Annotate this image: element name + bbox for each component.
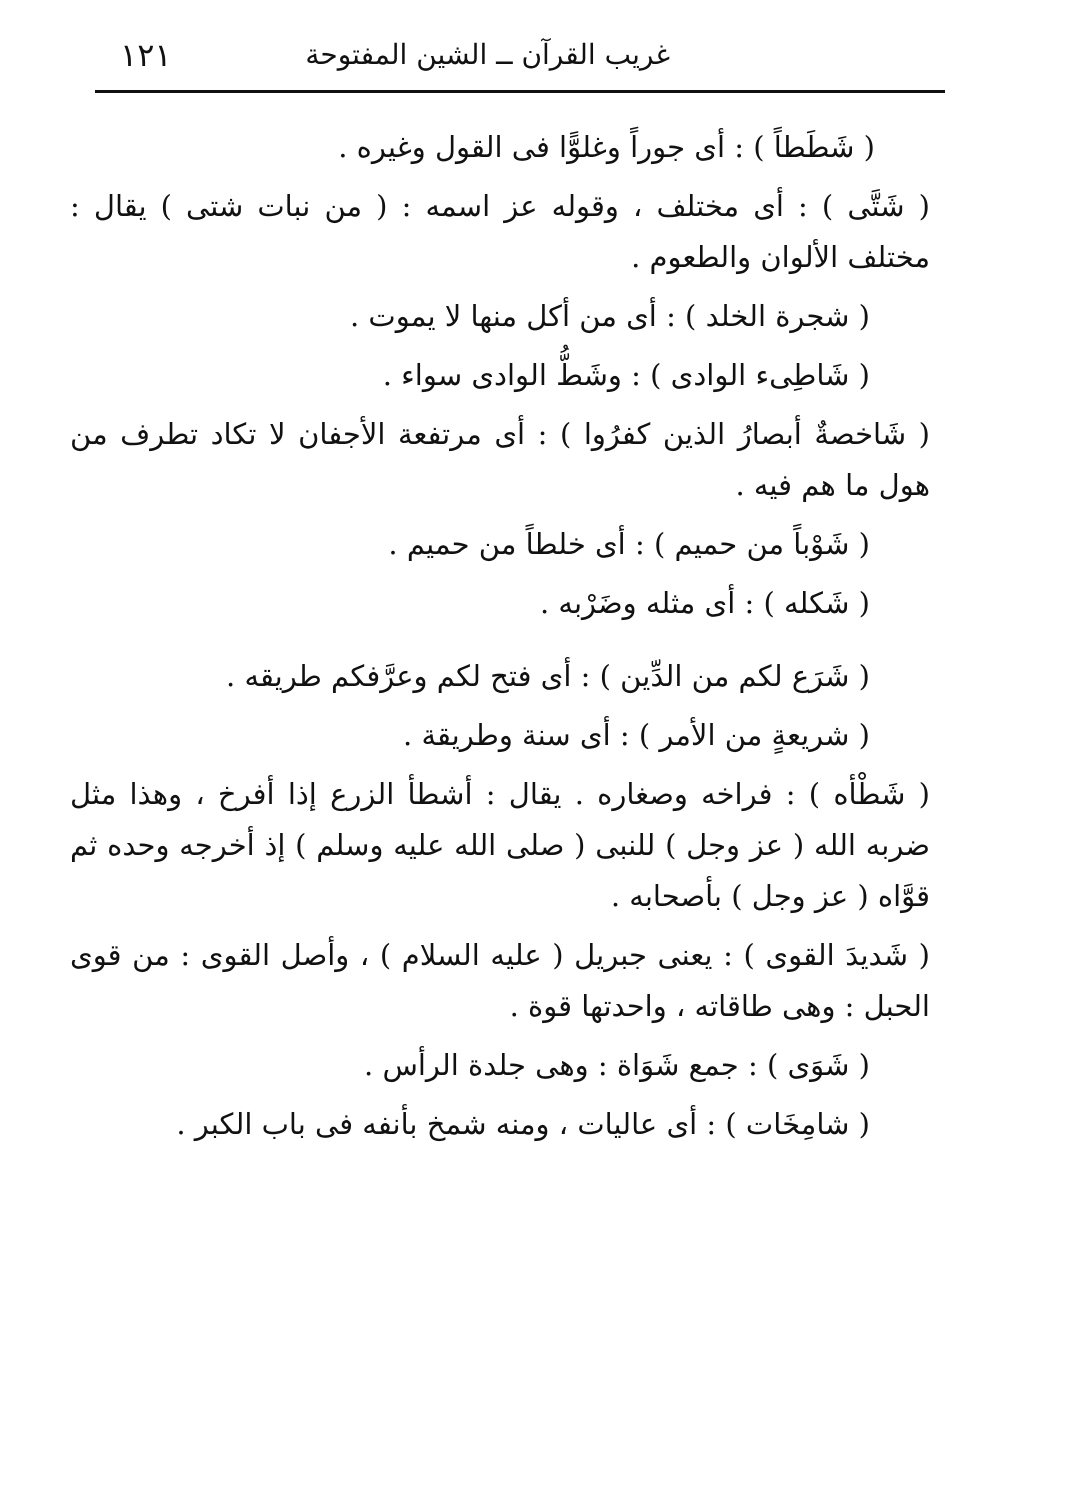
page-header — [95, 28, 945, 90]
glossary-entry: ( شَطَطاً ) : أى جوراً وغلوًّا فى القول وغيره . — [338, 130, 875, 164]
glossary-entry: ( شريعةٍ من الأمر ) : أى سنة وطريقة . — [403, 718, 870, 752]
glossary-entry: ( شَكله ) : أى مثله وضَرْبه . — [539, 586, 870, 620]
glossary-entry: ( شَوَى ) : جمع شَوَاة : وهى جلدة الرأس . — [364, 1048, 870, 1082]
glossary-entry: ( شَديدَ القوى ) : يعنى جبريل ( عليه السلام ) ، وأصل القوى : من قوى الحبل : وهى طاقاته ، واحدتها قوة . — [70, 938, 930, 1023]
page-number: ١٢١ — [120, 36, 172, 74]
glossary-body — [70, 122, 930, 1158]
glossary-entry: ( شامِخَات ) : أى عاليات ، ومنه شمخ بأنفه فى باب الكبر . — [176, 1107, 870, 1141]
glossary-entry: ( شَطْأه ) : فراخه وصغاره . يقال : أشطأ الزرع إذا أفرخ ، وهذا مثل ضربه الله ( عز وجل ) للنبى ( صلى الله عليه وسلم ) إذ أخرجه وحده ثم قوَّاه ( عز وجل ) بأصحابه . — [70, 777, 930, 913]
glossary-entry: ( شَاطِىء الوادى ) : وشَطُّ الوادى سواء . — [382, 358, 870, 392]
glossary-entry: ( شَاخصةٌ أبصارُ الذين كفرُوا ) : أى مرتفعة الأجفان لا تكاد تطرف من هول ما هم فيه . — [70, 417, 930, 502]
running-title: غريب القرآن ــ الشين المفتوحة — [305, 38, 670, 71]
glossary-entry: ( شَرَع لكم من الدِّين ) : أى فتح لكم وعرَّفكم طريقه . — [226, 659, 870, 693]
glossary-entry: ( شَوْباً من حميم ) : أى خلطاً من حميم . — [388, 527, 870, 561]
glossary-entry: ( شجرة الخلد ) : أى من أكل منها لا يموت . — [349, 299, 870, 333]
glossary-entry: ( شَتَّى ) : أى مختلف ، وقوله عز اسمه : ( من نبات شتى ) يقال : مختلف الألوان والطعوم . — [70, 189, 930, 274]
header-rule — [95, 90, 945, 93]
